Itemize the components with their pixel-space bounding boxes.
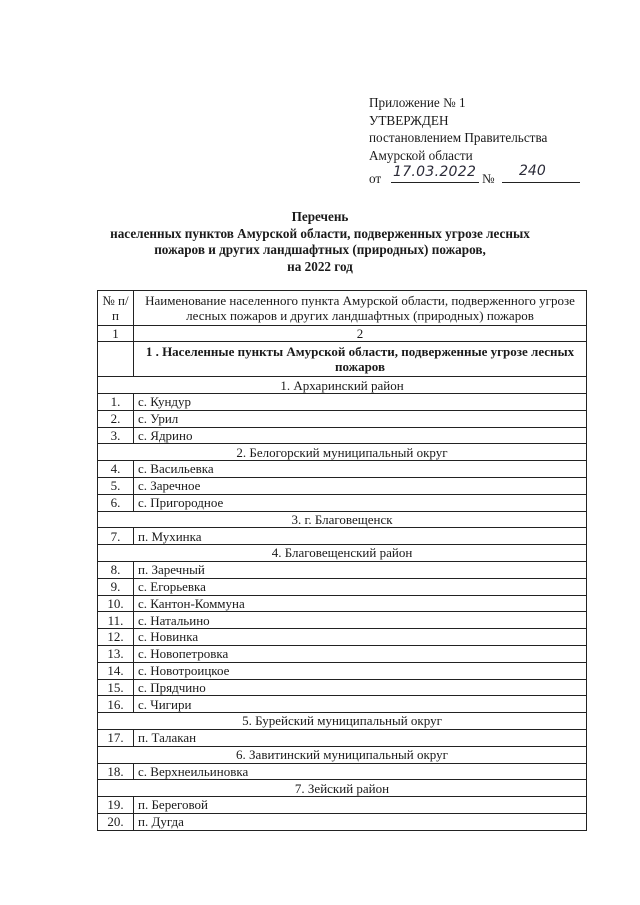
date-underline xyxy=(391,182,479,183)
handwritten-date: 17.03.2022 xyxy=(393,164,477,181)
table-row xyxy=(98,629,587,646)
table-row xyxy=(98,763,587,780)
table-row xyxy=(98,461,587,478)
region-label: Амурской области xyxy=(369,147,473,163)
row-number: 16. xyxy=(98,696,134,713)
handwritten-number: 240 xyxy=(519,163,546,180)
table-row xyxy=(98,612,587,629)
table-row xyxy=(98,477,587,494)
title-line-2: населенных пунктов Амурской области, подверженных угрозе лесных xyxy=(110,225,530,241)
settlement-name: с. Прядчино xyxy=(134,679,587,696)
settlement-name: п. Береговой xyxy=(134,797,587,814)
index-cell-2: 2 xyxy=(134,326,587,342)
settlement-name: с. Новинка xyxy=(134,629,587,646)
district-name: 3. г. Благовещенск xyxy=(98,511,587,528)
district-row xyxy=(98,780,587,797)
district-row xyxy=(98,545,587,562)
row-number: 15. xyxy=(98,679,134,696)
row-number: 13. xyxy=(98,645,134,662)
approved-label: УТВЕРЖДЕН xyxy=(369,112,449,128)
settlement-name: с. Натальино xyxy=(134,612,587,629)
table-row xyxy=(98,595,587,612)
district-row xyxy=(98,444,587,461)
row-number: 1. xyxy=(98,394,134,411)
table-row xyxy=(98,729,587,746)
settlement-name: с. Кантон-Коммуна xyxy=(134,595,587,612)
from-label: от xyxy=(369,171,382,187)
district-name: 6. Завитинский муниципальный округ xyxy=(98,746,587,763)
settlement-name: с. Новопетровка xyxy=(134,645,587,662)
column-index-row xyxy=(98,326,587,342)
row-number: 10. xyxy=(98,595,134,612)
row-number: 17. xyxy=(98,729,134,746)
table-row xyxy=(98,662,587,679)
row-number: 2. xyxy=(98,410,134,427)
table-row xyxy=(98,679,587,696)
header-number-cell: № п/п xyxy=(98,291,134,326)
title-line-4: на 2022 год xyxy=(287,258,353,274)
row-number: 12. xyxy=(98,629,134,646)
settlement-name: с. Чигири xyxy=(134,696,587,713)
row-number: 18. xyxy=(98,763,134,780)
approval-block xyxy=(369,94,547,186)
row-number: 19. xyxy=(98,797,134,814)
section-row xyxy=(98,342,587,377)
district-row xyxy=(98,746,587,763)
settlement-name: п. Дугда xyxy=(134,813,587,830)
settlement-name: п. Мухинка xyxy=(134,528,587,545)
settlement-name: с. Пригородное xyxy=(134,494,587,511)
row-number: 14. xyxy=(98,662,134,679)
number-label: № xyxy=(482,171,495,187)
district-row xyxy=(98,377,587,394)
settlement-name: с. Верхнеильиновка xyxy=(134,763,587,780)
number-underline xyxy=(502,182,580,183)
settlement-name: п. Талакан xyxy=(134,729,587,746)
settlement-name: с. Новотроицкое xyxy=(134,662,587,679)
row-number: 20. xyxy=(98,813,134,830)
appendix-label: Приложение № 1 xyxy=(369,95,466,110)
date-number-line xyxy=(369,164,547,186)
settlement-name: с. Ядрино xyxy=(134,427,587,444)
table-row xyxy=(98,645,587,662)
table-row xyxy=(98,394,587,411)
resolution-label: постановлением Правительства xyxy=(369,130,548,146)
row-number: 8. xyxy=(98,561,134,578)
district-name: 7. Зейский район xyxy=(98,780,587,797)
district-name: 2. Белогорский муниципальный округ xyxy=(98,444,587,461)
table-row xyxy=(98,528,587,545)
row-number: 11. xyxy=(98,612,134,629)
title-line-3: пожаров и других ландшафтных (природных) пожаров, xyxy=(154,242,486,258)
document-title xyxy=(0,209,640,275)
table-row xyxy=(98,410,587,427)
settlements-table xyxy=(97,290,587,831)
settlement-name: с. Урил xyxy=(134,410,587,427)
section-title-cell: 1 . Населенные пункты Амурской области, подверженные угрозе лесных пожаров xyxy=(134,342,587,377)
row-number: 6. xyxy=(98,494,134,511)
table-row xyxy=(98,797,587,814)
row-number: 4. xyxy=(98,461,134,478)
header-name-cell: Наименование населенного пункта Амурской области, подверженного угрозе лесных пожаров и других ландшафтных (природных) пожаров xyxy=(134,291,587,326)
district-row xyxy=(98,511,587,528)
row-number: 5. xyxy=(98,477,134,494)
settlement-name: п. Заречный xyxy=(134,561,587,578)
table-row xyxy=(98,578,587,595)
settlement-name: с. Васильевка xyxy=(134,461,587,478)
settlement-name: с. Заречное xyxy=(134,477,587,494)
row-number: 9. xyxy=(98,578,134,595)
district-row xyxy=(98,713,587,730)
district-name: 5. Бурейский муниципальный округ xyxy=(98,713,587,730)
table-row xyxy=(98,494,587,511)
row-number: 3. xyxy=(98,427,134,444)
district-name: 1. Архаринский район xyxy=(98,377,587,394)
row-number: 7. xyxy=(98,528,134,545)
district-name: 4. Благовещенский район xyxy=(98,545,587,562)
table-header-row xyxy=(98,291,587,326)
table-row xyxy=(98,561,587,578)
table-row xyxy=(98,813,587,830)
title-line-1: Перечень xyxy=(291,209,349,224)
section-number-cell xyxy=(98,342,134,377)
table-row xyxy=(98,427,587,444)
index-cell-1: 1 xyxy=(98,326,134,342)
table-row xyxy=(98,696,587,713)
settlement-name: с. Егорьевка xyxy=(134,578,587,595)
settlement-name: с. Кундур xyxy=(134,394,587,411)
